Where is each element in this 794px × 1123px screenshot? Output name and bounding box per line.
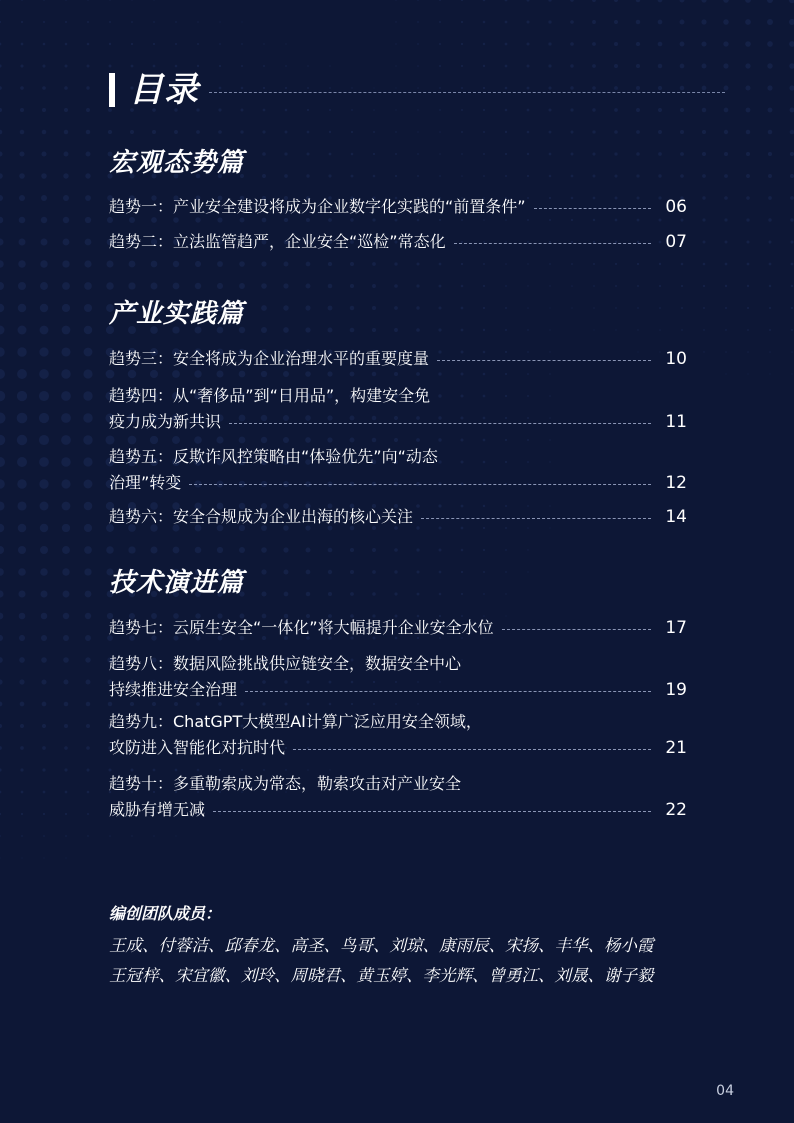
entry-text-line2: 疫力成为新共识 xyxy=(109,412,222,431)
entry-page-number: 12 xyxy=(665,473,687,493)
dot-leader xyxy=(229,423,651,424)
toc-entry[interactable] xyxy=(109,383,687,435)
entry-page-number: 11 xyxy=(665,412,687,432)
entry-page-number: 17 xyxy=(665,618,687,638)
entry-text-line2: 攻防进入智能化对抗时代 xyxy=(109,738,286,757)
entry-text-line1: 趋势四：从“奢侈品”到“日用品”，构建安全免 xyxy=(109,386,431,405)
toc-entry[interactable] xyxy=(109,504,687,530)
entry-page-number: 14 xyxy=(665,507,687,527)
page-number: 04 xyxy=(716,1083,734,1099)
entry-page-number: 21 xyxy=(665,738,687,758)
dot-leader xyxy=(421,518,651,519)
dot-leader xyxy=(454,243,651,244)
toc-entry[interactable] xyxy=(109,194,687,220)
dot-leader xyxy=(189,484,651,485)
entry-text: 趋势六：安全合规成为企业出海的核心关注 xyxy=(109,507,414,526)
toc-entry[interactable] xyxy=(109,771,687,823)
entry-text-line1: 趋势九：ChatGPT大模型AI计算广泛应用安全领域， xyxy=(109,712,482,731)
entry-page-number: 06 xyxy=(665,197,687,217)
team-members-line: 王成、付蓉洁、邱春龙、高圣、鸟哥、刘琼、康雨辰、宋扬、丰华、杨小霞 xyxy=(109,936,654,955)
entry-text-line2: 持续推进安全治理 xyxy=(109,680,238,699)
toc-entry[interactable] xyxy=(109,346,687,372)
section-heading-macro: 宏观态势篇 xyxy=(109,148,245,178)
dot-leader xyxy=(245,691,651,692)
dot-leader xyxy=(213,811,651,812)
title-accent-bar xyxy=(109,73,115,107)
toc-entry[interactable] xyxy=(109,651,687,703)
entry-page-number: 07 xyxy=(665,232,687,252)
team-members-line: 王冠梓、宋宜徽、刘玲、周晓君、黄玉婷、李光辉、曾勇江、刘晟、谢子毅 xyxy=(109,966,654,985)
section-heading-practice: 产业实践篇 xyxy=(109,299,245,329)
entry-page-number: 19 xyxy=(665,680,687,700)
entry-page-number: 22 xyxy=(665,800,687,820)
section-heading-tech: 技术演进篇 xyxy=(109,568,245,598)
entry-text-line1: 趋势八：数据风险挑战供应链安全，数据安全中心 xyxy=(109,654,462,673)
entry-text: 趋势一：产业安全建设将成为企业数字化实践的“前置条件” xyxy=(109,197,526,216)
dot-leader xyxy=(534,208,651,209)
toc-entry[interactable] xyxy=(109,444,687,496)
entry-text: 趋势二：立法监管趋严，企业安全“巡检”常态化 xyxy=(109,232,446,251)
team-title: 编创团队成员： xyxy=(109,904,222,923)
entry-text: 趋势三：安全将成为企业治理水平的重要度量 xyxy=(109,349,430,368)
entry-page-number: 10 xyxy=(665,349,687,369)
entry-text: 趋势七：云原生安全“一体化”将大幅提升企业安全水位 xyxy=(109,618,494,637)
entry-text-line1: 趋势十：多重勒索成为常态，勒索攻击对产业安全 xyxy=(109,774,462,793)
toc-entry[interactable] xyxy=(109,229,687,255)
entry-text-line2: 威胁有增无减 xyxy=(109,800,206,819)
dot-leader xyxy=(437,360,651,361)
dot-leader xyxy=(293,749,651,750)
dot-leader xyxy=(502,629,651,630)
toc-entry[interactable] xyxy=(109,615,687,641)
title-dashed-rule xyxy=(209,92,725,93)
entry-text-line2: 治理”转变 xyxy=(109,473,182,492)
toc-title-row xyxy=(109,70,725,110)
toc-entry[interactable] xyxy=(109,709,687,761)
toc-title: 目录 xyxy=(129,70,199,110)
entry-text-line1: 趋势五：反欺诈风控策略由“体验优先”向“动态 xyxy=(109,447,438,466)
